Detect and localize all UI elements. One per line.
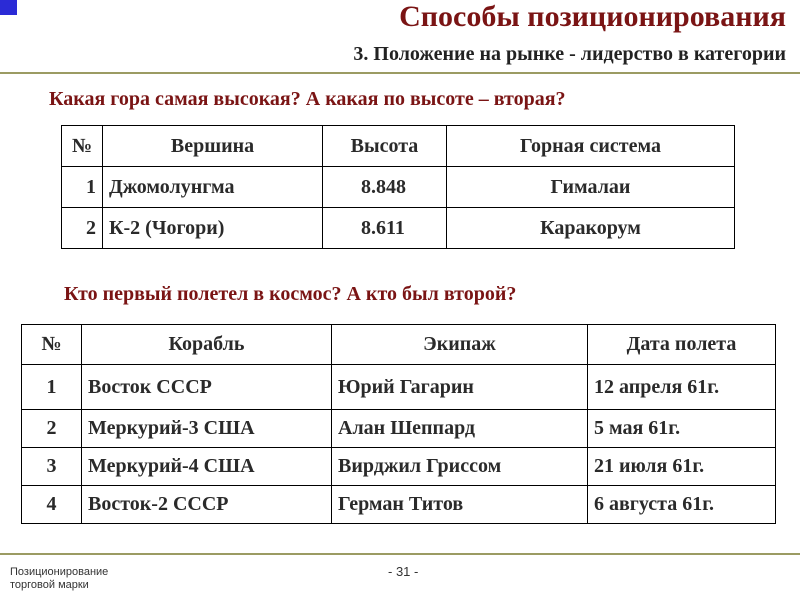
table-header-row xyxy=(62,126,735,167)
cell-ship: Меркурий-3 США xyxy=(82,410,332,448)
cell-peak: К-2 (Чогори) xyxy=(103,208,323,249)
table-row xyxy=(62,208,735,249)
cell-number: 2 xyxy=(22,410,82,448)
page-number: - 31 - xyxy=(388,564,419,579)
cell-height: 8.848 xyxy=(323,167,447,208)
column-header-crew: Экипаж xyxy=(332,325,588,365)
table-row xyxy=(22,410,776,448)
cell-crew: Алан Шеппард xyxy=(332,410,588,448)
cell-crew: Вирджил Гриссом xyxy=(332,448,588,486)
column-header-height: Высота xyxy=(323,126,447,167)
cell-flight-date: 12 апреля 61г. xyxy=(588,365,776,410)
cell-number: 1 xyxy=(62,167,103,208)
bottom-divider xyxy=(0,553,800,555)
cell-number: 4 xyxy=(22,486,82,524)
cell-flight-date: 5 мая 61г. xyxy=(588,410,776,448)
cell-ship: Восток-2 СССР xyxy=(82,486,332,524)
slide-subtitle: 3. Положение на рынке - лидерство в категории xyxy=(353,43,786,65)
footer-caption-line1: Позиционирование xyxy=(10,566,109,578)
cell-peak: Джомолунгма xyxy=(103,167,323,208)
cell-crew: Юрий Гагарин xyxy=(332,365,588,410)
cell-number: 2 xyxy=(62,208,103,249)
mountains-question: Какая гора самая высокая? А какая по высоте – вторая? xyxy=(49,88,566,110)
footer-caption-line2: торговой марки xyxy=(10,579,89,591)
cell-mountain-system: Каракорум xyxy=(447,208,735,249)
table-row xyxy=(62,167,735,208)
column-header-peak: Вершина xyxy=(103,126,323,167)
mountains-table xyxy=(61,125,735,249)
footer-caption xyxy=(10,566,108,592)
cell-height: 8.611 xyxy=(323,208,447,249)
column-header-number: № xyxy=(22,325,82,365)
cell-flight-date: 6 августа 61г. xyxy=(588,486,776,524)
cell-mountain-system: Гималаи xyxy=(447,167,735,208)
table-header-row xyxy=(22,325,776,365)
corner-square xyxy=(0,0,17,15)
cell-ship: Восток СССР xyxy=(82,365,332,410)
space-flights-table xyxy=(21,324,776,524)
table-row xyxy=(22,365,776,410)
top-divider xyxy=(0,72,800,74)
column-header-flight-date: Дата полета xyxy=(588,325,776,365)
cell-crew: Герман Титов xyxy=(332,486,588,524)
space-question: Кто первый полетел в космос? А кто был второй? xyxy=(64,283,517,305)
slide-title: Способы позиционирования xyxy=(399,0,786,33)
column-header-ship: Корабль xyxy=(82,325,332,365)
cell-ship: Меркурий-4 США xyxy=(82,448,332,486)
cell-flight-date: 21 июля 61г. xyxy=(588,448,776,486)
cell-number: 1 xyxy=(22,365,82,410)
table-row xyxy=(22,486,776,524)
cell-number: 3 xyxy=(22,448,82,486)
column-header-mountain-system: Горная система xyxy=(447,126,735,167)
column-header-number: № xyxy=(62,126,103,167)
table-row xyxy=(22,448,776,486)
